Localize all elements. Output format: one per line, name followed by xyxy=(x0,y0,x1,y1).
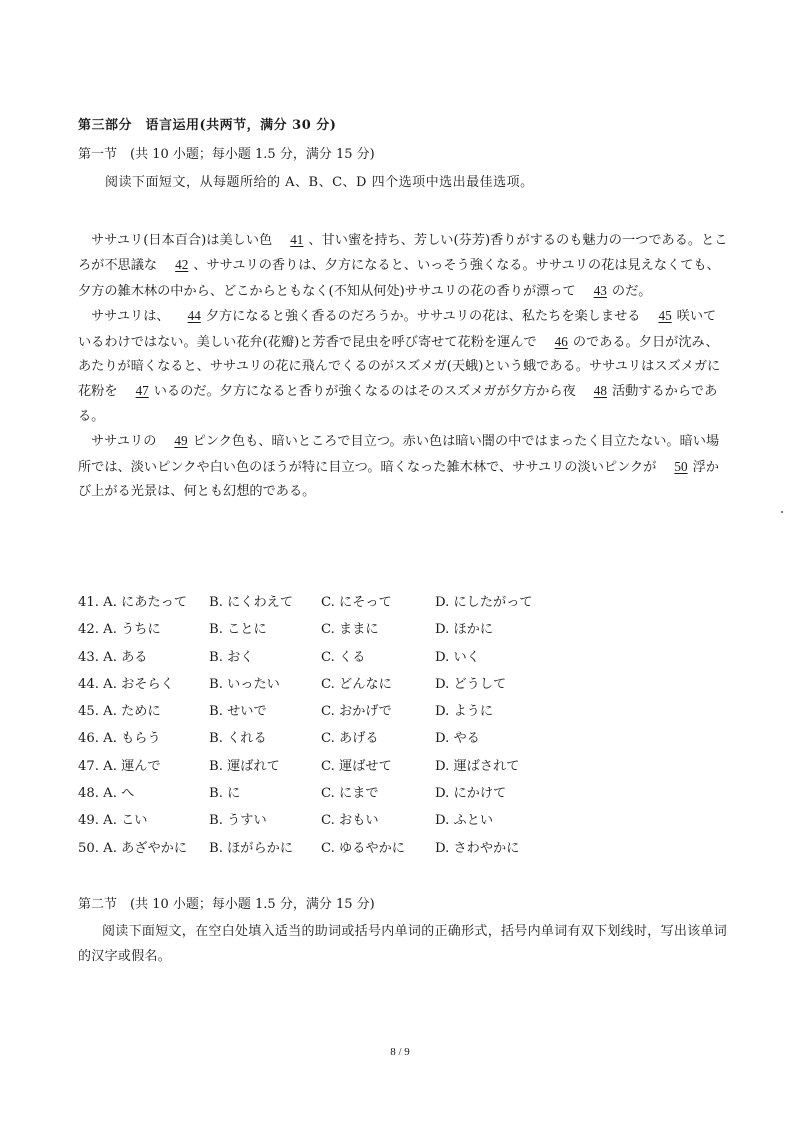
part2-instruction: 阅读下面短文，在空白处填入适当的助词或括号内单词的正确形式，括号内单词有双下划线时，写出该单词的汉字或假名。 xyxy=(78,924,728,964)
option-c: C. あげる xyxy=(321,731,379,747)
passage-paragraph-2 xyxy=(78,304,728,429)
section-title: 第三部分 语言运用(共两节，满分 30 分) xyxy=(78,118,337,133)
page-number: 8 / 9 xyxy=(390,1046,410,1058)
passage-text: いるのだ。夕方になると香りが強くなるのはそのスズメガが夕方から夜 xyxy=(153,384,576,400)
passage-text: 、ササユリの香りは、夕方になると、いっそう強くなる。ササユリの花は見えなくても、夕方の雑木林の中から、どこからともなく(不知从何处)ササユリの花の香りが漂って xyxy=(78,258,720,299)
passage-text: 夕方になると強く香るのだろうか。ササユリの花は、私たちを楽しませる xyxy=(205,309,641,325)
option-d: D. どうして xyxy=(435,676,507,692)
option-a: 43. A. ある xyxy=(78,649,148,665)
option-d: D. にかけて xyxy=(435,786,507,802)
option-c: C. どんなに xyxy=(321,676,392,692)
option-d: D. ふとい xyxy=(435,813,494,829)
option-a: 45. A. ために xyxy=(78,704,161,720)
option-c: C. にまで xyxy=(321,786,379,802)
option-a: 49. A. こい xyxy=(78,813,148,829)
option-a: 42. A. うちに xyxy=(78,622,161,638)
part1-heading: 第一节 (共 10 小题；每小题 1.5 分，满分 15 分) xyxy=(78,147,375,162)
passage-text: ササユリの xyxy=(91,434,157,450)
passage-text: 咲いているわけではない。美しい花弁(花瓣)と芳香で昆虫を呼び寄せて花粉を運んで xyxy=(78,309,717,350)
option-a: 47. A. 運んで xyxy=(78,758,161,774)
blank-50: 50 xyxy=(674,458,688,474)
option-c: C. ままに xyxy=(321,622,379,638)
scan-speck xyxy=(781,511,783,513)
part1-instruction: 阅读下面短文，从每题所给的 A、B、C、D 四个选项中选出最佳选项。 xyxy=(105,175,534,190)
blank-42: 42 xyxy=(175,257,189,273)
option-b: B. おく xyxy=(209,649,254,665)
blank-46: 46 xyxy=(554,333,568,349)
option-b: B. 運ばれて xyxy=(209,758,280,774)
passage-text: 、甘い蜜を持ち、芳しい(芬芳)香りがするのも魅力の一つである。ところが不思議な xyxy=(78,233,728,274)
part2-heading: 第二节 (共 10 小题；每小题 1.5 分，满分 15 分) xyxy=(78,897,375,912)
option-c: C. にそって xyxy=(321,595,392,610)
option-d: D. いく xyxy=(435,649,480,665)
passage-paragraph-1 xyxy=(78,228,728,304)
blank-41: 41 xyxy=(290,232,304,247)
option-b: B. ほがらかに xyxy=(209,840,294,856)
option-b: B. いったい xyxy=(209,676,280,692)
option-a: 44. A. おそらく xyxy=(78,676,174,692)
blank-45: 45 xyxy=(658,308,672,324)
option-b: B. うすい xyxy=(209,813,267,829)
passage-text: のだ。 xyxy=(611,283,652,299)
option-d: D. ほかに xyxy=(435,622,494,638)
option-b: B. せいで xyxy=(209,704,267,720)
option-c: C. 運ばせて xyxy=(321,758,392,774)
option-a: 46. A. もらう xyxy=(78,731,161,747)
option-a: 41. A. にあたって xyxy=(78,595,188,610)
option-d: D. 運ばされて xyxy=(435,758,520,774)
option-c: C. ゆるやかに xyxy=(321,840,405,856)
passage-paragraph-3 xyxy=(78,429,728,504)
option-b: B. ことに xyxy=(209,622,267,638)
passage-text: 活動するからである。 xyxy=(78,384,718,424)
option-a: 48. A. へ xyxy=(78,786,135,802)
option-d: D. にしたがって xyxy=(435,595,533,610)
blank-49: 49 xyxy=(174,433,188,449)
option-a: 50. A. あざやかに xyxy=(78,840,188,856)
option-b: B. くれる xyxy=(209,731,267,747)
blank-48: 48 xyxy=(593,383,607,399)
passage-text: のである。夕日が沈み、あたりが暗くなると、ササユリの花に飛んでくるのがスズメガ(天蛾)という蛾である。ササユリはスズメガに花粉を xyxy=(78,334,721,400)
reading-passage xyxy=(78,228,728,504)
option-c: C. おもい xyxy=(321,813,379,829)
option-c: C. くる xyxy=(321,649,366,665)
blank-47: 47 xyxy=(135,383,149,399)
option-d: D. やる xyxy=(435,731,480,747)
blank-44: 44 xyxy=(187,308,201,324)
passage-text: ササユリ(日本百合)は美しい色 xyxy=(91,233,273,248)
option-d: D. さわやかに xyxy=(435,840,520,856)
option-c: C. おかげで xyxy=(321,704,392,720)
option-b: B. に xyxy=(209,786,241,802)
option-b: B. にくわえて xyxy=(209,595,294,610)
passage-text: ピンク色も、暗いところで目立つ。赤い色は暗い闇の中ではまったく目立たない。暗い場所では、淡いピンクや白い色のほうが特に目立つ。暗くなった雑木林で、ササユリの淡いピンクが xyxy=(78,434,720,475)
option-d: D. ように xyxy=(435,704,494,720)
passage-text: 浮かび上がる光景は、何とも幻想的である。 xyxy=(78,459,719,500)
passage-text: ササユリは、 xyxy=(91,309,170,325)
blank-43: 43 xyxy=(593,282,607,298)
